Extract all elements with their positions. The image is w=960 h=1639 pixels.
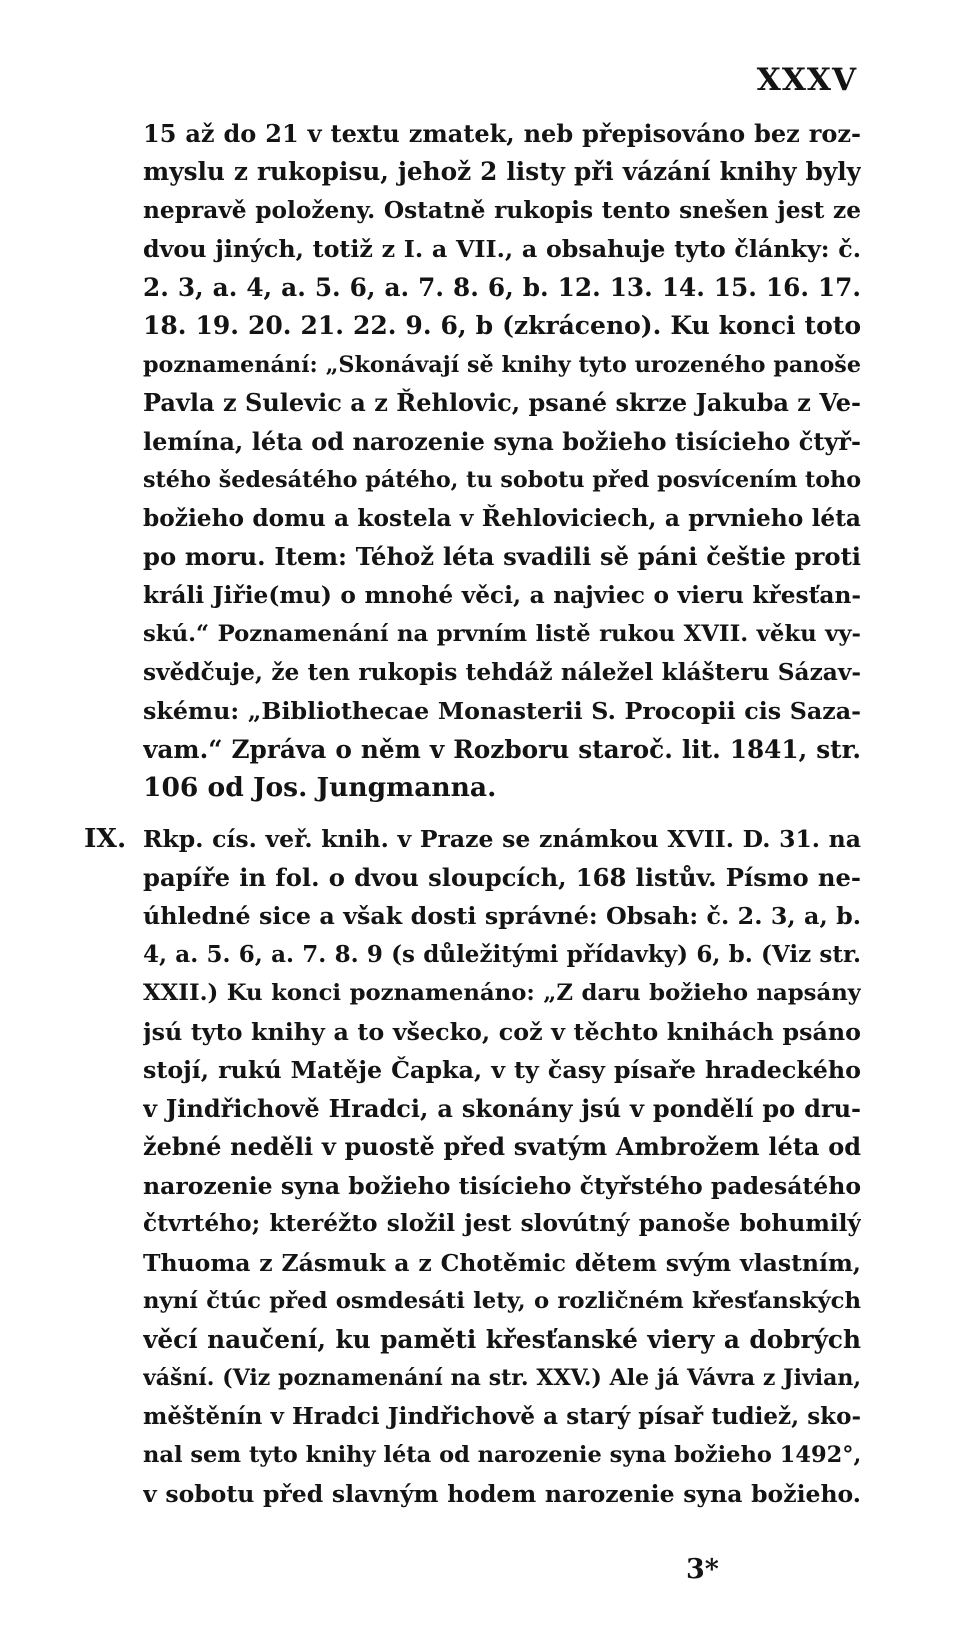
text-line: 4, a. 5. 6, a. 7. 8. 9 (s důležitými přídavky) 6, b. (Viz str. <box>143 941 861 968</box>
text-line: XXII.) Ku konci poznamenáno: „Z daru božieho napsány <box>143 980 861 1006</box>
text-line: narozenie syna božieho tisícieho čtyřstého padesátého <box>143 1172 861 1200</box>
text-line: stojí, rukú Matěje Čapka, v ty časy písaře hradeckého <box>143 1056 861 1084</box>
text-line: věcí naučení, ku paměti křesťanské viery a dobrých <box>143 1325 861 1354</box>
text-line: 15 až do 21 v textu zmatek, neb přepisováno bez roz- <box>143 119 861 148</box>
text-line: nyní čtúc před osmdesáti lety, o rozličném křesťanských <box>143 1288 861 1314</box>
text-line: nal sem tyto knihy léta od narozenie syna božieho 1492°, <box>143 1442 861 1468</box>
page-number: XXXV <box>756 62 857 98</box>
text-line: nepravě položeny. Ostatně rukopis tento snešen jest ze <box>143 197 861 224</box>
text-line: myslu z rukopisu, jehož 2 listy při vázání knihy byly <box>143 157 861 186</box>
text-line: králi Jiřie(mu) o mnohé věci, a najviec o vieru křesťan- <box>143 582 861 609</box>
text-line: žebné neděli v puostě před svatým Ambrožem léta od <box>143 1132 861 1161</box>
text-line: stého šedesátého pátého, tu sobotu před posvícením toho <box>143 467 861 493</box>
signature-mark: 3* <box>686 1554 719 1585</box>
text-line: 2. 3, a. 4, a. 5. 6, a. 7. 8. 6, b. 12. 13. 14. 15. 16. 17. <box>143 273 861 302</box>
item-number: IX. <box>84 823 127 854</box>
text-line: vam.“ Zpráva o něm v Rozboru staroč. lit. 1841, str. <box>143 735 861 764</box>
text-line: božieho domu a kostela v Řehloviciech, a prvnieho léta <box>143 505 861 532</box>
text-line: Rkp. cís. veř. knih. v Praze se známkou XVII. D. 31. na <box>143 825 861 853</box>
text-line: papíře in fol. o dvou sloupcích, 168 listův. Písmo ne- <box>143 863 861 892</box>
text-line: po moru. Item: Téhož léta svadili sě páni češtie proti <box>143 542 861 571</box>
text-line: měštěnín v Hradci Jindřichově a starý písař tudiež, sko- <box>143 1403 861 1430</box>
text-line: v sobotu před slavným hodem narozenie syna božieho. <box>143 1480 861 1508</box>
text-line: dvou jiných, totiž z I. a VII., a obsahuje tyto články: č. <box>143 235 861 263</box>
text-line: skému: „Bibliothecae Monasterii S. Procopii cis Saza- <box>143 697 861 725</box>
text-line: čtvrtého; kteréžto složil jest slovútný panoše bohumilý <box>143 1210 861 1237</box>
text-line: jsú tyto knihy a to všecko, což v těchto knihách psáno <box>143 1018 861 1046</box>
text-line: 18. 19. 20. 21. 22. 9. 6, b (zkráceno). Ku konci toto <box>143 311 861 340</box>
text-line: v Jindřichově Hradci, a skonány jsú v pondělí po dru- <box>143 1094 861 1123</box>
text-line: svědčuje, že ten rukopis tehdáž náležel klášteru Sázav- <box>143 659 861 686</box>
text-line: Thuoma z Zásmuk a z Chotěmic dětem svým vlastním, <box>143 1249 861 1277</box>
text-line: 106 od Jos. Jungmanna. <box>143 772 497 803</box>
text-line: Pavla z Sulevic a z Řehlovic, psané skrze Jakuba z Ve- <box>143 388 861 417</box>
text-line: úhledné sice a však dosti správné: Obsah: č. 2. 3, a, b. <box>143 902 861 930</box>
text-line: skú.“ Poznamenání na prvním listě rukou XVII. věku vy- <box>143 621 861 647</box>
text-line: poznamenání: „Skonávají sě knihy tyto urozeného panoše <box>143 352 861 378</box>
text-line: lemína, léta od narozenie syna božieho tisícieho čtyř- <box>143 427 861 456</box>
text-line: vášní. (Viz poznamenání na str. XXV.) Ale já Vávra z Jivian, <box>143 1365 861 1391</box>
